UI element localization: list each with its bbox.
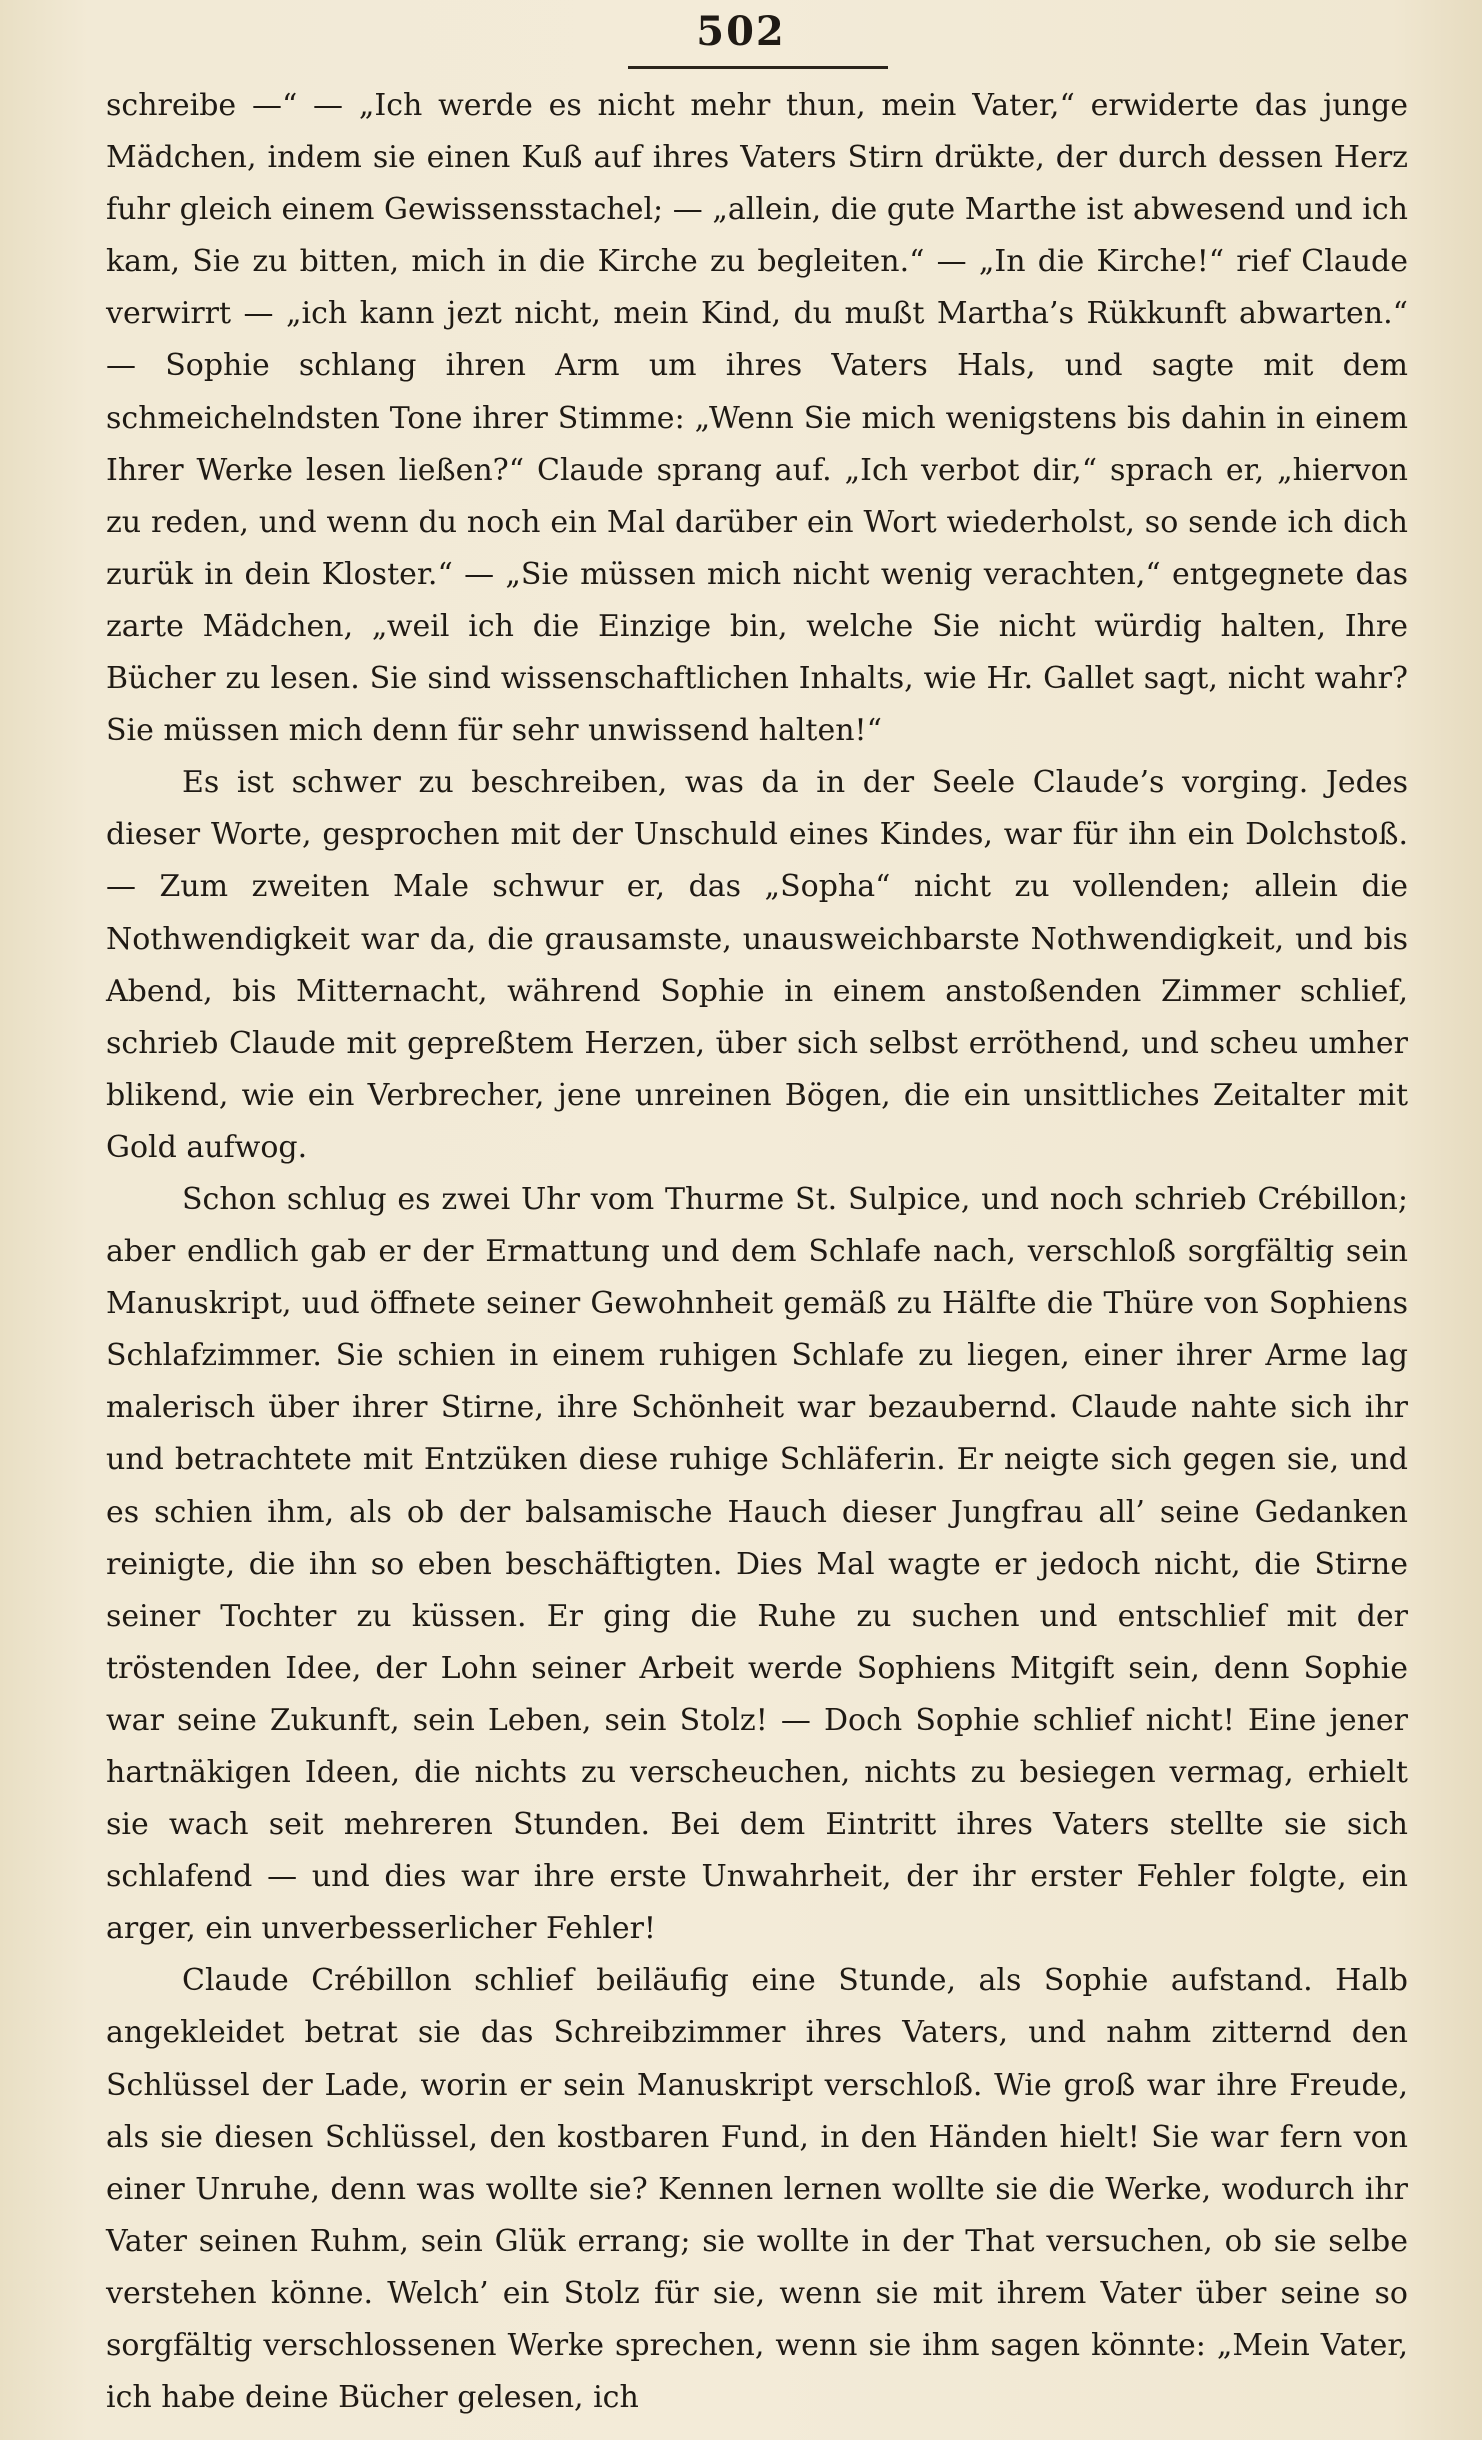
page-number: 502 — [696, 8, 786, 55]
body-text — [106, 80, 1408, 2424]
paragraph-4: Claude Crébillon schlief beiläufig eine Stunde, als Sophie aufstand. Halb angekleidet betrat sie das Schreibzimmer ihres Vaters, und nahm zitternd den Schlüssel der Lade, worin er sein Manuskript verschloß. Wie groß war ihre Freude, als sie diesen Schlüssel, den kostbaren Fund, in den Händen hielt! Sie war fern von einer Unruhe, denn was wollte sie? Kennen lernen wollte sie die Werke, wodurch ihr Vater seinen Ruhm, sein Glük errang; sie wollte in der That versuchen, ob sie selbe verstehen könne. Welch’ ein Stolz für sie, wenn sie mit ihrem Vater über seine so sorgfältig verschlossenen Werke sprechen, wenn sie ihm sagen könnte: „Mein Vater, ich habe deine Bücher gelesen, ich — [106, 1963, 1408, 2416]
paragraph-3: Schon schlug es zwei Uhr vom Thurme St. Sulpice, und noch schrieb Crébillon; aber endlich gab er der Ermattung und dem Schlafe nach, verschloß sorgfältig sein Manuskript, uud öffnete seiner Gewohnheit gemäß zu Hälfte die Thüre von Sophiens Schlafzimmer. Sie schien in einem ruhigen Schlafe zu liegen, einer ihrer Arme lag malerisch über ihrer Stirne, ihre Schönheit war bezaubernd. Claude nahte sich ihr und betrachtete mit Entzüken diese ruhige Schläferin. Er neigte sich gegen sie, und es schien ihm, als ob der balsamische Hauch dieser Jungfrau all’ seine Gedanken reinigte, die ihn so eben beschäftigten. Dies Mal wagte er jedoch nicht, die Stirne seiner Tochter zu küssen. Er ging die Ruhe zu suchen und entschlief mit der tröstenden Idee, der Lohn seiner Arbeit werde Sophiens Mitgift sein, denn Sophie war seine Zukunft, sein Leben, sein Stolz! — Doch Sophie schlief nicht! Eine jener hartnäkigen Ideen, die nichts zu verscheuchen, nichts zu besiegen vermag, erhielt sie wach seit mehreren Stunden. Bei dem Eintritt ihres Vaters stellte sie sich schlafend — und dies war ihre erste Unwahrheit, der ihr erster Fehler folgte, ein arger, ein unverbesserlicher Fehler! — [106, 1181, 1408, 1947]
paragraph-1: schreibe —“ — „Ich werde es nicht mehr thun, mein Vater,“ erwiderte das junge Mädchen, indem sie einen Kuß auf ihres Vaters Stirn drükte, der durch dessen Herz fuhr gleich einem Gewissensstachel; — „allein, die gute Marthe ist abwesend und ich kam, Sie zu bitten, mich in die Kirche zu begleiten.“ — „In die Kirche!“ rief Claude verwirrt — „ich kann jezt nicht, mein Kind, du mußt Martha’s Rükkunft abwarten.“ — Sophie schlang ihren Arm um ihres Vaters Hals, und sagte mit dem schmeichelndsten Tone ihrer Stimme: „Wenn Sie mich wenigstens bis dahin in einem Ihrer Werke lesen ließen?“ Claude sprang auf. „Ich verbot dir,“ sprach er, „hiervon zu reden, und wenn du noch ein Mal darüber ein Wort wiederholst, so sende ich dich zurük in dein Kloster.“ — „Sie müssen mich nicht wenig verachten,“ entgegnete das zarte Mädchen, „weil ich die Einzige bin, welche Sie nicht würdig halten, Ihre Bücher zu lesen. Sie sind wissenschaftlichen Inhalts, wie Hr. Gallet sagt, nicht wahr? Sie müssen mich denn für sehr unwissend halten!“ — [106, 88, 1408, 749]
header-rule — [628, 66, 888, 69]
paragraph-2: Es ist schwer zu beschreiben, was da in der Seele Claude’s vorging. Jedes dieser Worte, gesprochen mit der Unschuld eines Kindes, war für ihn ein Dolchstoß. — Zum zweiten Male schwur er, das „Sopha“ nicht zu vollenden; allein die Nothwendigkeit war da, die grausamste, unausweichbarste Nothwendigkeit, und bis Abend, bis Mitternacht, während Sophie in einem anstoßenden Zimmer schlief, schrieb Claude mit gepreßtem Herzen, über sich selbst erröthend, und scheu umher blikend, wie ein Verbrecher, jene unreinen Bögen, die ein unsittliches Zeitalter mit Gold aufwog. — [106, 765, 1408, 1165]
